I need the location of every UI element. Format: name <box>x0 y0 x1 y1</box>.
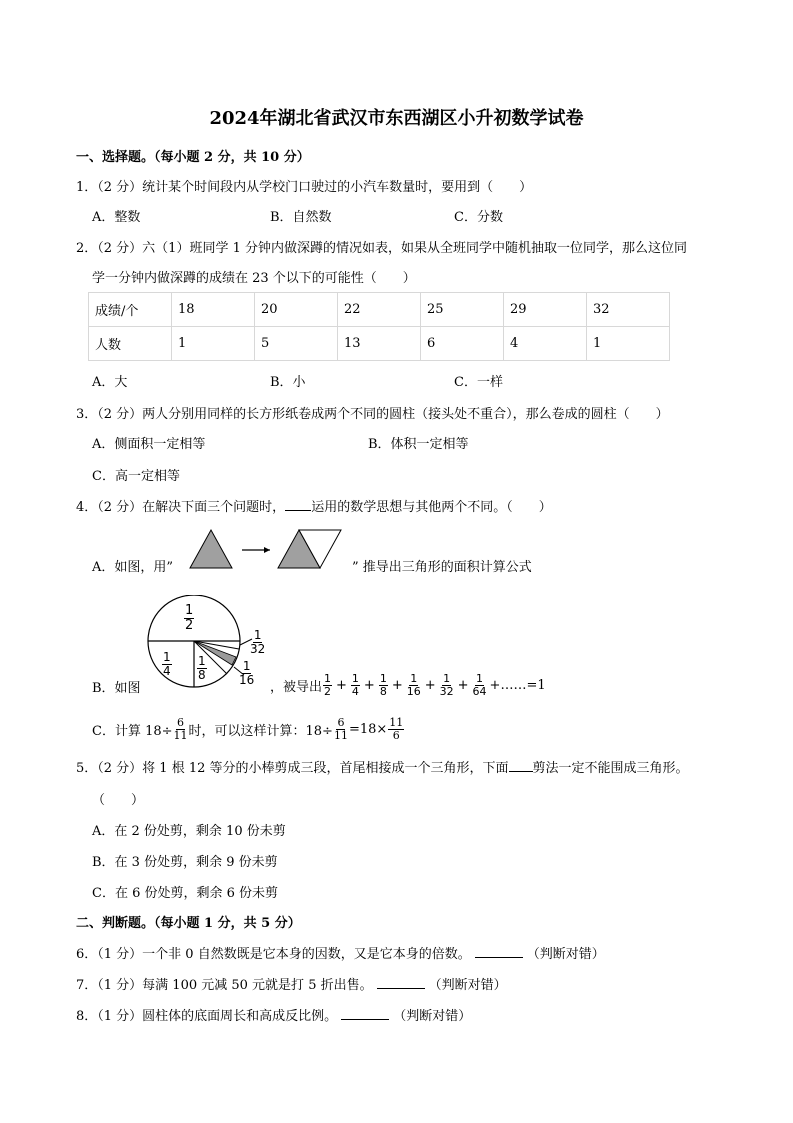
table-cell: 29 <box>504 293 587 327</box>
option-c-text: =18× <box>348 721 388 737</box>
question-2-option-b[interactable]: B．小 <box>270 375 306 390</box>
denominator: 6 <box>392 728 400 742</box>
numerator: 1 <box>185 603 194 618</box>
fraction <box>197 655 207 682</box>
numerator: 1 <box>163 650 171 664</box>
question-4-stem-pre: 4．（2 分）在解决下面三个问题时， <box>76 500 286 515</box>
question-1-option-c[interactable]: C．分数 <box>454 210 503 225</box>
question-5-stem-post: 剪法一定不能围成三角形。 <box>532 761 689 776</box>
question-5-stem <box>76 757 689 776</box>
option-c-text: 时，可以这样计算：18÷ <box>188 723 333 739</box>
page-title: 2024年湖北省武汉市东西湖区小升初数学试卷 <box>209 108 584 129</box>
numerator: 1 <box>198 654 206 668</box>
numerator: 1 <box>324 671 332 685</box>
fraction <box>473 673 487 698</box>
fraction <box>334 717 348 742</box>
question-3-option-c[interactable]: C．高一定相等 <box>92 469 180 484</box>
table-cell: 6 <box>421 327 504 361</box>
question-8-tail: （判断对错） <box>393 1009 472 1024</box>
question-4-option-b-pre[interactable]: B．如图 <box>92 681 141 696</box>
question-4-option-c[interactable] <box>92 712 405 746</box>
table-cell: 1 <box>172 327 255 361</box>
table-cell: 18 <box>172 293 255 327</box>
question-6 <box>76 943 605 962</box>
option-b-text: ，被导出 <box>270 679 323 695</box>
question-5-option-c[interactable]: C．在 6 份处剪，剩余 6 份未剪 <box>92 886 279 901</box>
question-2-stem-line1: 2．（2 分）六（1）班同学 1 分钟内做深蹲的情况如表，如果从全班同学中随机抽取一位同学，那么这位同 <box>76 241 687 256</box>
table-cell: 1 <box>587 327 670 361</box>
fraction <box>440 673 454 698</box>
denominator: 16 <box>406 684 421 698</box>
denominator: 2 <box>324 684 332 698</box>
table-row <box>89 327 670 361</box>
fraction <box>407 673 421 698</box>
fraction <box>174 717 188 742</box>
triangle-shape <box>190 530 232 568</box>
fraction <box>388 717 404 742</box>
question-3-option-a[interactable]: A．侧面积一定相等 <box>92 437 206 452</box>
plus-sign: + <box>336 677 347 693</box>
question-6-text: 6．（1 分）一个非 0 自然数既是它本身的因数，又是它本身的倍数。 <box>76 947 471 962</box>
numerator: 6 <box>337 715 345 729</box>
question-4-stem-post: 运用的数学思想与其他两个不同。（ ） <box>311 500 552 515</box>
question-1-option-b[interactable]: B．自然数 <box>270 210 332 225</box>
section-heading-choice: 一、选择题。（每小题 2 分，共 10 分） <box>76 150 310 165</box>
denominator: 8 <box>379 684 387 698</box>
question-4-option-a-pre[interactable]: A．如图，用” <box>92 560 174 575</box>
question-1-stem: 1．（2 分）统计某个时间段内从学校门口驶过的小汽车数量时，要用到（ ） <box>76 180 533 195</box>
plus-sign: + <box>424 677 436 693</box>
denominator: 11 <box>173 728 188 742</box>
question-5-paren: （ ） <box>92 793 145 808</box>
question-7-text: 7．（1 分）每满 100 元减 50 元就是打 5 折出售。 <box>76 978 373 993</box>
table-cell: 4 <box>504 327 587 361</box>
fraction <box>323 673 332 698</box>
label-one-quarter <box>161 651 173 678</box>
numerator: 1 <box>351 671 359 685</box>
answer-blank[interactable] <box>341 1019 389 1020</box>
question-1-option-a[interactable]: A．整数 <box>92 210 141 225</box>
plus-sign: + <box>391 677 403 693</box>
score-table <box>88 292 670 361</box>
answer-blank[interactable] <box>377 988 425 989</box>
table-cell: 25 <box>421 293 504 327</box>
numerator: 1 <box>476 671 484 685</box>
table-cell: 13 <box>338 327 421 361</box>
question-8-text: 8．（1 分）圆柱体的底面周长和高成反比例。 <box>76 1009 338 1024</box>
table-cell: 人数 <box>89 327 172 361</box>
denominator: 11 <box>333 728 348 742</box>
question-2-stem-line2: 学一分钟内做深蹲的成绩在 23 个以下的可能性（ ） <box>92 271 416 286</box>
plus-sign: + <box>457 677 469 693</box>
fraction <box>239 660 254 687</box>
fraction <box>162 651 172 678</box>
fraction <box>184 604 194 633</box>
question-8 <box>76 1005 471 1024</box>
denominator: 16 <box>239 673 255 687</box>
option-c-text: C．计算 18÷ <box>92 723 173 739</box>
numerator: 6 <box>177 715 185 729</box>
numerator: 1 <box>443 671 451 685</box>
table-cell: 22 <box>338 293 421 327</box>
question-2-option-c[interactable]: C．一样 <box>454 375 503 390</box>
arrow-head-icon <box>264 547 270 553</box>
question-5-stem-pre: 5．（2 分）将 1 根 12 等分的小棒剪成三段，首尾相接成一个三角形，下面 <box>76 761 509 776</box>
denominator: 32 <box>250 642 266 656</box>
question-7 <box>76 974 507 993</box>
numerator: 1 <box>410 671 418 685</box>
numerator: 1 <box>242 659 251 673</box>
table-cell: 20 <box>255 293 338 327</box>
denominator: 32 <box>439 684 454 698</box>
table-cell: 成绩/个 <box>89 293 172 327</box>
denominator: 64 <box>472 684 487 698</box>
table-cell: 5 <box>255 327 338 361</box>
denominator: 4 <box>351 684 359 698</box>
numerator: 1 <box>379 671 387 685</box>
denominator: 2 <box>185 618 194 633</box>
question-4-option-b-series <box>270 668 546 702</box>
label-one-thirtysecond <box>249 629 266 656</box>
question-5-option-a[interactable]: A．在 2 份处剪，剩余 10 份未剪 <box>92 824 286 839</box>
label-one-half <box>183 604 195 633</box>
plus-sign: + <box>363 677 375 693</box>
fraction <box>351 673 360 698</box>
label-one-sixteenth <box>238 660 255 687</box>
numerator: 11 <box>389 715 404 729</box>
answer-blank <box>509 771 533 772</box>
series-end: +……=1 <box>489 677 546 693</box>
question-2-option-a[interactable]: A．大 <box>92 375 128 390</box>
denominator: 4 <box>163 664 171 678</box>
question-6-tail: （判断对错） <box>526 947 605 962</box>
question-5-option-b[interactable]: B．在 3 份处剪，剩余 9 份未剪 <box>92 855 278 870</box>
section-heading-judgement: 二、判断题。（每小题 1 分，共 5 分） <box>76 916 301 931</box>
question-3-option-b[interactable]: B．体积一定相等 <box>368 437 469 452</box>
answer-blank[interactable] <box>475 957 523 958</box>
answer-blank <box>285 510 311 511</box>
question-4-option-a-post: ” 推导出三角形的面积计算公式 <box>352 560 532 575</box>
fraction <box>250 629 265 656</box>
denominator: 8 <box>198 668 206 682</box>
triangle-to-parallelogram-figure <box>180 526 360 572</box>
fraction <box>379 673 388 698</box>
label-one-eighth <box>196 655 208 682</box>
numerator: 1 <box>253 628 262 642</box>
question-3-stem: 3．（2 分）两人分别用同样的长方形纸卷成两个不同的圆柱（接头处不重合），那么卷成的圆柱（ ） <box>76 407 669 422</box>
table-cell: 32 <box>587 293 670 327</box>
question-7-tail: （判断对错） <box>428 978 507 993</box>
question-4-stem <box>76 496 552 515</box>
table-row <box>89 293 670 327</box>
